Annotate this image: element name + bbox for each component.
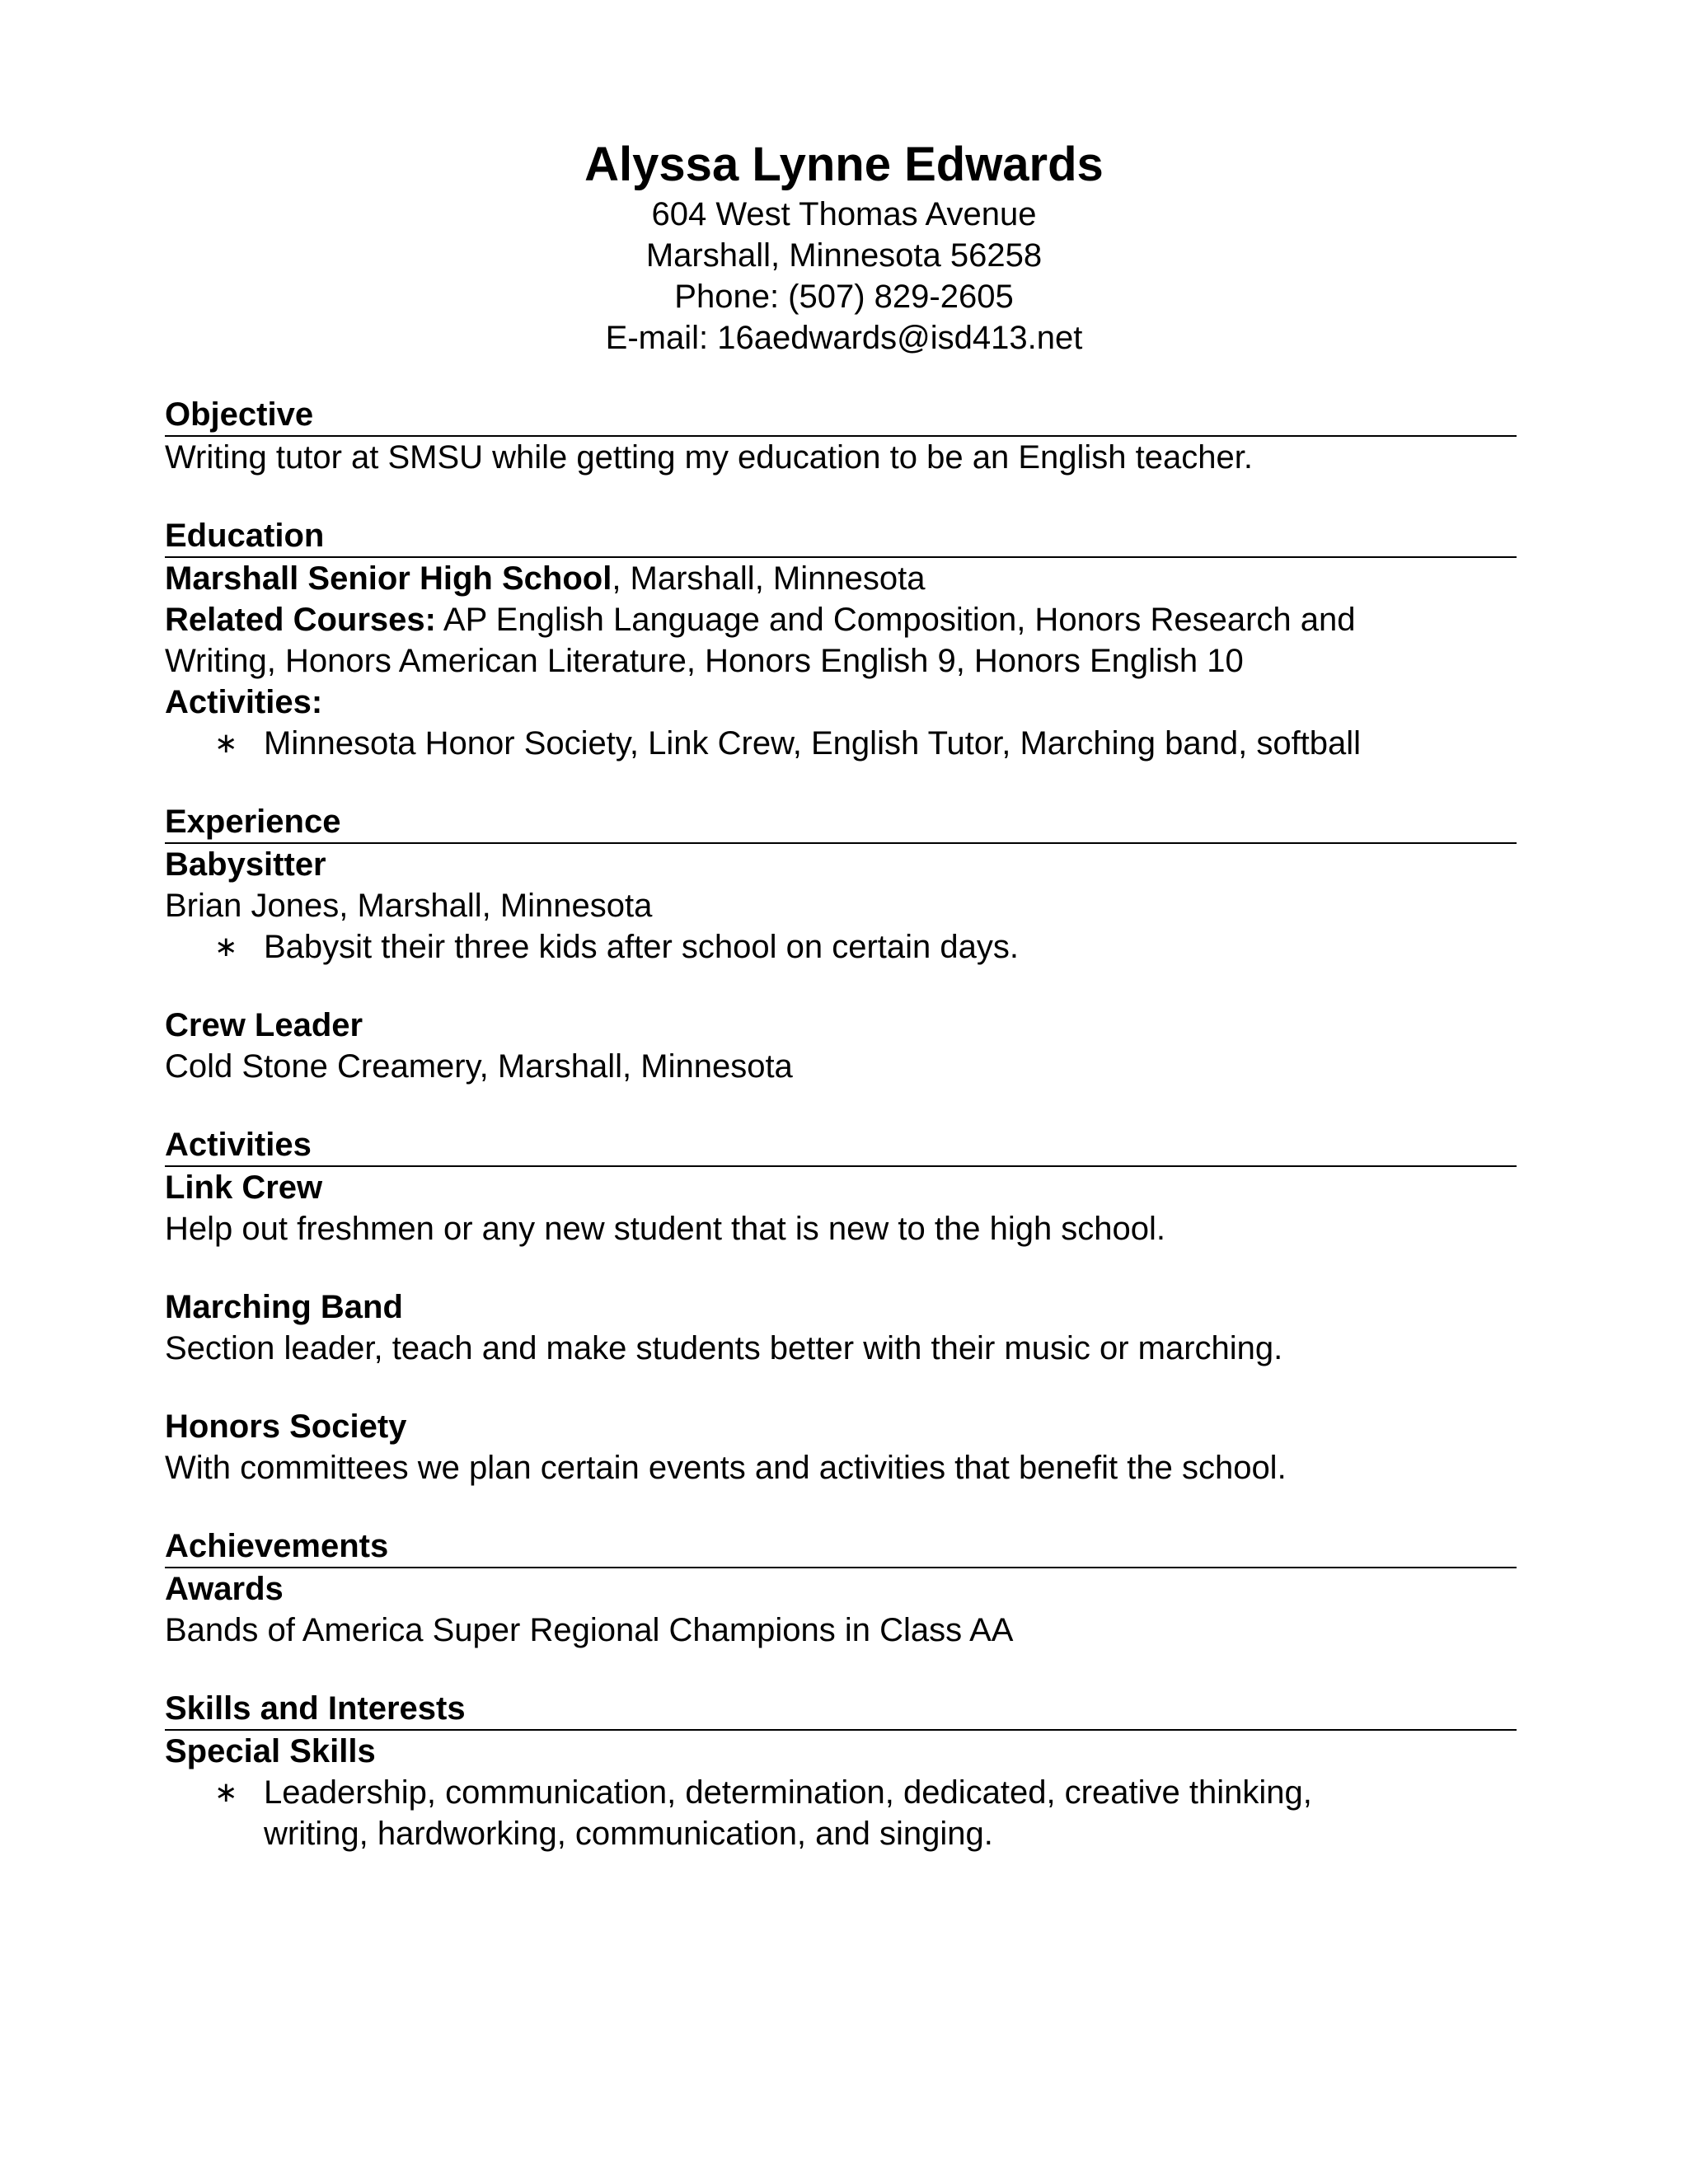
courses-text-continued: Writing, Honors American Literature, Honors English 9, Honors English 10 <box>165 643 1244 679</box>
achievements-section <box>165 1526 1517 1651</box>
skills-section <box>165 1688 1517 1854</box>
education-activities-list <box>165 723 1517 764</box>
applicant-name: Alyssa Lynne Edwards <box>584 138 1104 191</box>
job-duties-list <box>165 926 1517 968</box>
email-address: E-mail: 16aedwards@isd413.net <box>605 320 1083 356</box>
objective-text: Writing tutor at SMSU while getting my education to be an English teacher. <box>165 439 1253 476</box>
address-line-2: Marshall, Minnesota 56258 <box>645 237 1043 274</box>
special-skills-title: Special Skills <box>165 1733 376 1769</box>
activity-entry <box>165 1167 1517 1249</box>
objective-section <box>165 394 1517 478</box>
phone-number: Phone: (507) 829-2605 <box>674 279 1014 315</box>
address-line-1: 604 West Thomas Avenue <box>651 196 1037 232</box>
activities-section <box>165 1124 1517 1488</box>
resume-body <box>165 394 1517 1891</box>
activity-description: Help out freshmen or any new student that is new to the high school. <box>165 1211 1166 1247</box>
job-employer: Brian Jones, Marshall, Minnesota <box>165 888 653 924</box>
activity-text: Minnesota Honor Society, Link Crew, English Tutor, Marching band, softball <box>264 725 1362 762</box>
resume-header <box>0 136 1688 359</box>
award-text: Bands of America Super Regional Champions in Class AA <box>165 1612 1014 1648</box>
experience-section <box>165 801 1517 1087</box>
activity-entry <box>165 1286 1517 1369</box>
courses-label: Related Courses: <box>165 602 436 638</box>
section-heading: Objective <box>165 394 1517 437</box>
activity-description: Section leader, teach and make students better with their music or marching. <box>165 1330 1283 1366</box>
list-item <box>165 723 1517 764</box>
skills-text-line-2: writing, hardworking, communication, and singing. <box>264 1816 993 1852</box>
job-duty-text: Babysit their three kids after school on certain days. <box>264 929 1020 965</box>
job-entry <box>165 844 1517 968</box>
school-line <box>165 558 1517 599</box>
school-location: , Marshall, Minnesota <box>612 560 926 597</box>
skills-list <box>165 1772 1517 1854</box>
activities-label: Activities: <box>165 684 323 720</box>
awards-title: Awards <box>165 1571 284 1607</box>
list-item <box>165 926 1517 968</box>
courses-line <box>165 599 1517 640</box>
activity-description: With committees we plan certain events and activities that benefit the school. <box>165 1450 1287 1486</box>
job-employer: Cold Stone Creamery, Marshall, Minnesota <box>165 1048 793 1085</box>
activity-title: Honors Society <box>165 1408 407 1445</box>
courses-text: AP English Language and Composition, Honors Research and <box>435 602 1356 638</box>
bullet-asterisk-icon: ∗ <box>214 728 238 759</box>
job-entry <box>165 1005 1517 1087</box>
skills-text-line-1: Leadership, communication, determination, dedicated, creative thinking, <box>264 1774 1312 1811</box>
bullet-asterisk-icon: ∗ <box>214 1777 238 1808</box>
activity-entry <box>165 1406 1517 1488</box>
section-heading: Experience <box>165 801 1517 844</box>
section-heading: Education <box>165 515 1517 558</box>
list-item <box>165 1772 1517 1854</box>
section-heading: Activities <box>165 1124 1517 1167</box>
section-heading: Achievements <box>165 1526 1517 1568</box>
job-title: Crew Leader <box>165 1007 363 1043</box>
section-heading: Skills and Interests <box>165 1688 1517 1731</box>
bullet-asterisk-icon: ∗ <box>214 931 238 963</box>
education-section <box>165 515 1517 764</box>
job-title: Babysitter <box>165 846 326 883</box>
activity-title: Marching Band <box>165 1289 403 1325</box>
school-name: Marshall Senior High School <box>165 560 612 597</box>
activity-title: Link Crew <box>165 1169 323 1206</box>
